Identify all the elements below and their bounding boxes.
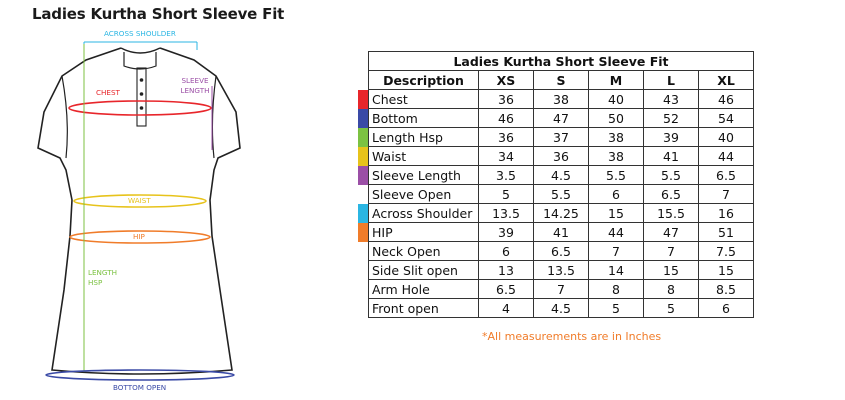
row-value: 36 xyxy=(479,128,534,147)
table-row xyxy=(369,147,754,166)
row-label: Across Shoulder xyxy=(369,204,479,223)
row-value: 40 xyxy=(699,128,754,147)
table-row xyxy=(369,109,754,128)
row-value: 34 xyxy=(479,147,534,166)
row-value: 37 xyxy=(534,128,589,147)
row-value: 8 xyxy=(589,280,644,299)
row-color-swatch xyxy=(358,90,368,109)
table-row xyxy=(369,90,754,109)
row-value: 6 xyxy=(479,242,534,261)
row-color-swatch xyxy=(358,204,368,223)
table-row xyxy=(369,242,754,261)
page-title: Ladies Kurtha Short Sleeve Fit xyxy=(32,5,285,23)
sleeve-length-label: SLEEVE LENGTH xyxy=(180,76,210,95)
header-xl: XL xyxy=(699,71,754,90)
row-value: 6.5 xyxy=(699,166,754,185)
row-value: 7 xyxy=(644,242,699,261)
row-value: 52 xyxy=(644,109,699,128)
row-value: 6.5 xyxy=(534,242,589,261)
row-value: 8.5 xyxy=(699,280,754,299)
front-placket xyxy=(137,68,146,126)
row-value: 7 xyxy=(699,185,754,204)
table-row xyxy=(369,128,754,147)
row-value: 8 xyxy=(644,280,699,299)
row-value: 7 xyxy=(534,280,589,299)
row-label: Chest xyxy=(369,90,479,109)
row-label: Waist xyxy=(369,147,479,166)
row-value: 5.5 xyxy=(644,166,699,185)
row-color-swatch xyxy=(358,147,368,166)
chest-label: CHEST xyxy=(96,88,120,97)
table-row xyxy=(369,185,754,204)
row-value: 14.25 xyxy=(534,204,589,223)
row-label: Sleeve Length xyxy=(369,166,479,185)
row-value: 6 xyxy=(589,185,644,204)
row-value: 46 xyxy=(479,109,534,128)
row-value: 15 xyxy=(644,261,699,280)
row-value: 44 xyxy=(699,147,754,166)
row-value: 13.5 xyxy=(534,261,589,280)
row-value: 7 xyxy=(589,242,644,261)
row-label: Neck Open xyxy=(369,242,479,261)
kurtha-body-outline xyxy=(38,48,240,374)
row-value: 13 xyxy=(479,261,534,280)
header-m: M xyxy=(589,71,644,90)
row-label: Arm Hole xyxy=(369,280,479,299)
row-value: 3.5 xyxy=(479,166,534,185)
waist-label: WAIST xyxy=(128,196,151,205)
length-hsp-label: LENGTH HSP xyxy=(88,268,118,287)
row-value: 5 xyxy=(589,299,644,318)
table-row xyxy=(369,166,754,185)
row-value: 51 xyxy=(699,223,754,242)
row-label: Sleeve Open xyxy=(369,185,479,204)
button-2-icon xyxy=(140,92,144,96)
header-description: Description xyxy=(369,71,479,90)
header-xs: XS xyxy=(479,71,534,90)
header-s: S xyxy=(534,71,589,90)
row-label: Side Slit open xyxy=(369,261,479,280)
row-value: 4.5 xyxy=(534,166,589,185)
across-shoulder-label: ACROSS SHOULDER xyxy=(104,29,176,38)
row-value: 38 xyxy=(589,128,644,147)
row-color-swatch xyxy=(358,128,368,147)
row-color-swatch xyxy=(358,109,368,128)
table-header-row xyxy=(369,71,754,90)
row-value: 38 xyxy=(534,90,589,109)
row-value: 46 xyxy=(699,90,754,109)
row-label: Front open xyxy=(369,299,479,318)
row-value: 5.5 xyxy=(589,166,644,185)
row-value: 47 xyxy=(534,109,589,128)
left-sleeve-seam xyxy=(62,76,67,158)
row-value: 6 xyxy=(699,299,754,318)
row-value: 14 xyxy=(589,261,644,280)
row-value: 15.5 xyxy=(644,204,699,223)
row-value: 38 xyxy=(589,147,644,166)
row-value: 36 xyxy=(479,90,534,109)
row-value: 6.5 xyxy=(644,185,699,204)
row-value: 7.5 xyxy=(699,242,754,261)
table-row xyxy=(369,299,754,318)
row-value: 5 xyxy=(479,185,534,204)
row-value: 16 xyxy=(699,204,754,223)
bottom-open-ellipse xyxy=(46,370,234,380)
table-row xyxy=(369,280,754,299)
row-color-swatch xyxy=(358,223,368,242)
row-value: 41 xyxy=(534,223,589,242)
row-value: 4.5 xyxy=(534,299,589,318)
row-value: 39 xyxy=(644,128,699,147)
row-color-swatch xyxy=(358,166,368,185)
size-chart-table xyxy=(368,51,754,318)
collar-band xyxy=(124,52,156,69)
table-caption-row xyxy=(369,52,754,71)
row-label: Length Hsp xyxy=(369,128,479,147)
table-row xyxy=(369,261,754,280)
row-value: 5.5 xyxy=(534,185,589,204)
row-value: 15 xyxy=(589,204,644,223)
button-3-icon xyxy=(140,106,144,110)
row-value: 36 xyxy=(534,147,589,166)
table-caption: Ladies Kurtha Short Sleeve Fit xyxy=(369,52,754,71)
row-value: 13.5 xyxy=(479,204,534,223)
button-1-icon xyxy=(140,78,144,82)
row-value: 6.5 xyxy=(479,280,534,299)
table-row xyxy=(369,204,754,223)
row-value: 41 xyxy=(644,147,699,166)
row-label: Bottom xyxy=(369,109,479,128)
row-value: 15 xyxy=(699,261,754,280)
kurtha-diagram xyxy=(0,0,300,400)
row-value: 44 xyxy=(589,223,644,242)
row-value: 54 xyxy=(699,109,754,128)
row-value: 5 xyxy=(644,299,699,318)
measurement-footnote: *All measurements are in Inches xyxy=(482,330,662,343)
bottom-open-label: BOTTOM OPEN xyxy=(113,383,167,392)
row-value: 4 xyxy=(479,299,534,318)
collar-outline xyxy=(121,48,160,53)
row-value: 47 xyxy=(644,223,699,242)
row-label: HIP xyxy=(369,223,479,242)
row-value: 50 xyxy=(589,109,644,128)
row-value: 40 xyxy=(589,90,644,109)
right-sleeve-seam xyxy=(212,76,216,158)
table-row xyxy=(369,223,754,242)
row-value: 43 xyxy=(644,90,699,109)
hip-label: HIP xyxy=(133,232,145,241)
header-l: L xyxy=(644,71,699,90)
row-value: 39 xyxy=(479,223,534,242)
